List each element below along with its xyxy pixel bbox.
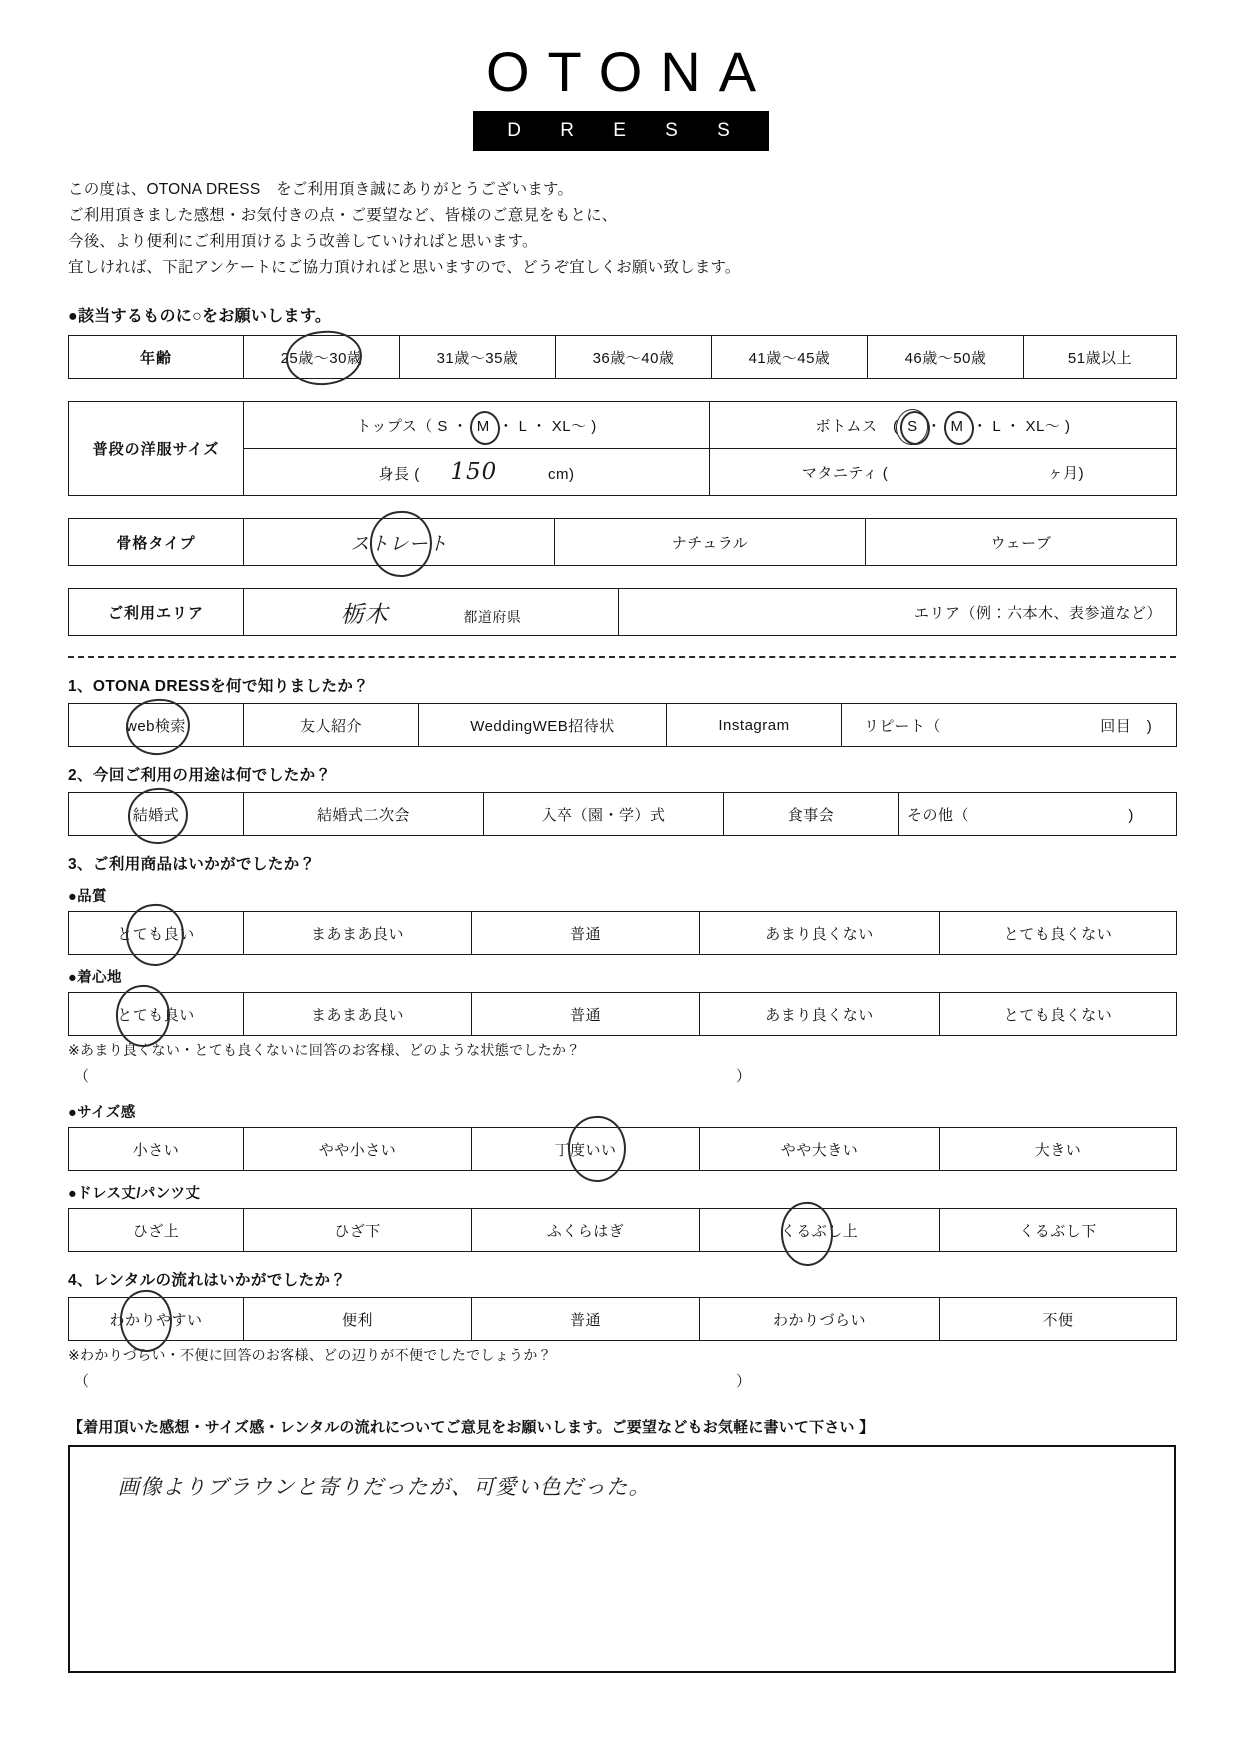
- q3-length-label: ●ドレス丈/パンツ丈: [68, 1186, 201, 1202]
- age-option-0[interactable]: [244, 336, 400, 379]
- q3-quality-option-0[interactable]: [69, 912, 244, 955]
- q3-comfort-option-4[interactable]: とても良くない: [940, 993, 1177, 1036]
- body-type-option-2[interactable]: ウェーブ: [866, 519, 1177, 566]
- q2-heading: 2、今回ご利用の用途は何でしたか？: [68, 767, 332, 784]
- q3-quality-label: ●品質: [68, 889, 107, 905]
- table-row: [69, 336, 1177, 379]
- q3-quality-option-2[interactable]: 普通: [472, 912, 700, 955]
- bottoms-size-cell[interactable]: [710, 402, 1177, 449]
- paren-close: ）: [736, 1068, 752, 1085]
- bottoms-suffix: ・ L ・ XL〜 ): [972, 417, 1071, 435]
- tops-size-cell[interactable]: [244, 402, 710, 449]
- q1-option-0[interactable]: [69, 704, 244, 747]
- bottoms-selected-size-2: M: [947, 417, 968, 436]
- body-type-option-label: ストレート: [350, 532, 448, 555]
- table-row: [69, 519, 1177, 566]
- intro-line-3: 今後、より便利にご利用頂けるよう改善していければと思います。: [68, 233, 538, 250]
- q3-size-feel-option-3[interactable]: やや大きい: [700, 1128, 940, 1171]
- q4-option-1[interactable]: 便利: [244, 1298, 472, 1341]
- q3-size-feel-label: ●サイズ感: [68, 1105, 136, 1121]
- q3-comfort-option-1[interactable]: まあまあ良い: [244, 993, 472, 1036]
- instruction-lead: ●該当するものに○をお願いします。: [68, 308, 332, 325]
- paren-open: （: [74, 1373, 90, 1390]
- q4-option-3[interactable]: わかりづらい: [700, 1298, 940, 1341]
- q3-quality-option-1[interactable]: まあまあ良い: [244, 912, 472, 955]
- table-row: [69, 993, 1177, 1036]
- q3-length-option-4[interactable]: くるぶし下: [940, 1209, 1177, 1252]
- paren-open: （: [74, 1068, 90, 1085]
- q3-comfort-answer-line[interactable]: [68, 1065, 1176, 1085]
- q1-option-1[interactable]: 友人紹介: [244, 704, 419, 747]
- area-table: [68, 588, 1177, 636]
- q1-repeat-label: リピート（: [864, 717, 941, 735]
- q2-option-label: 結婚式: [132, 806, 180, 824]
- q1-option-3[interactable]: Instagram: [667, 704, 842, 747]
- area-label: ご利用エリア: [69, 589, 244, 636]
- age-option-5[interactable]: 51歳以上: [1024, 336, 1177, 379]
- q2-other-label: その他（: [907, 806, 970, 824]
- maternity-cell[interactable]: [710, 449, 1177, 496]
- tops-prefix: トップス（ S ・: [356, 417, 469, 435]
- q3-comfort-option-2[interactable]: 普通: [472, 993, 700, 1036]
- height-cell[interactable]: [244, 449, 710, 496]
- q3-length-option-1[interactable]: ひざ下: [244, 1209, 472, 1252]
- paren-close: ）: [736, 1373, 752, 1390]
- maternity-label: マタニティ (: [801, 464, 889, 482]
- height-label: 身長 (: [378, 466, 420, 483]
- body-type-option-0[interactable]: [244, 519, 555, 566]
- body-type-option-1[interactable]: ナチュラル: [555, 519, 866, 566]
- age-option-2[interactable]: 36歳〜40歳: [556, 336, 712, 379]
- q2-option-0[interactable]: [69, 793, 244, 836]
- intro-line-4: 宜しければ、下記アンケートにご協力頂ければと思いますので、どうぞ宜しくお願い致します。: [68, 259, 741, 276]
- table-row: [69, 1209, 1177, 1252]
- final-comment-box[interactable]: [68, 1445, 1176, 1673]
- q3-quality-table: [68, 911, 1177, 955]
- q3-size-feel-option-4[interactable]: 大きい: [940, 1128, 1177, 1171]
- q3-quality-option-3[interactable]: あまり良くない: [700, 912, 940, 955]
- q3-length-option-2[interactable]: ふくらはぎ: [472, 1209, 700, 1252]
- final-comment-text: 画像よりブラウンと寄りだったが、可愛い色だった。: [118, 1475, 651, 1499]
- q3-comfort-option-0[interactable]: [69, 993, 244, 1036]
- q4-option-4[interactable]: 不便: [940, 1298, 1177, 1341]
- q4-option-label: わかりやすい: [109, 1311, 203, 1329]
- q4-option-2[interactable]: 普通: [472, 1298, 700, 1341]
- age-label: 年齢: [69, 336, 244, 379]
- q3-comfort-label: ●着心地: [68, 970, 122, 986]
- q1-repeat-suffix: 回目 ): [1100, 717, 1153, 735]
- q1-heading: 1、OTONA DRESSを何で知りましたか？: [68, 678, 370, 695]
- area-placeholder: エリア（例：六本木、表参道など）: [913, 604, 1162, 622]
- q2-option-4[interactable]: [899, 793, 1177, 836]
- q3-quality-option-4[interactable]: とても良くない: [940, 912, 1177, 955]
- body-type-label: 骨格タイプ: [69, 519, 244, 566]
- q4-heading: 4、レンタルの流れはいかがでしたか？: [68, 1272, 347, 1289]
- bottoms-selected-size-1: S: [903, 417, 922, 436]
- table-row: [69, 793, 1177, 836]
- age-option-3[interactable]: 41歳〜45歳: [712, 336, 868, 379]
- table-row: [69, 1298, 1177, 1341]
- q3-size-feel-table: [68, 1127, 1177, 1171]
- q1-option-4[interactable]: [842, 704, 1177, 747]
- q3-comfort-option-label: とても良い: [117, 1006, 195, 1024]
- prefecture-suffix: 都道府県: [463, 608, 522, 625]
- brand-subtitle: D R E S S: [473, 111, 769, 151]
- section-divider: [68, 656, 1176, 658]
- q1-option-label: web検索: [125, 717, 187, 735]
- q4-note: ※わかりづらい・不便に回答のお客様、どの辺りが不便でしたでしょうか？: [68, 1347, 552, 1363]
- q2-other-suffix: ): [1128, 806, 1134, 824]
- maternity-unit: ヶ月): [1047, 464, 1085, 482]
- q3-size-feel-option-label: 丁度いい: [554, 1141, 617, 1159]
- table-row: [69, 912, 1177, 955]
- q3-length-table: [68, 1208, 1177, 1252]
- q2-table: [68, 792, 1177, 836]
- height-unit: cm): [547, 466, 575, 483]
- q3-heading: 3、ご利用商品はいかがでしたか？: [68, 856, 316, 873]
- q1-option-2[interactable]: WeddingWEB招待状: [419, 704, 667, 747]
- q3-length-option-3[interactable]: [700, 1209, 940, 1252]
- q3-length-option-label: くるぶし上: [780, 1222, 859, 1240]
- age-option-4[interactable]: 46歳〜50歳: [868, 336, 1024, 379]
- q3-quality-option-label: とても良い: [117, 925, 195, 943]
- q2-option-1[interactable]: 結婚式二次会: [244, 793, 484, 836]
- bottoms-prefix: ボトムス (: [815, 417, 899, 435]
- q3-length-option-0[interactable]: ひざ上: [69, 1209, 244, 1252]
- table-row: [69, 704, 1177, 747]
- height-value: 150: [450, 459, 498, 485]
- table-row: [69, 589, 1177, 636]
- q3-size-feel-option-1[interactable]: やや小さい: [244, 1128, 472, 1171]
- clothing-size-table: [68, 401, 1177, 496]
- q3-comfort-table: [68, 992, 1177, 1036]
- q3-comfort-note: ※あまり良くない・とても良くないに回答のお客様、どのような状態でしたか？: [68, 1042, 581, 1058]
- prefecture-cell[interactable]: [244, 589, 619, 636]
- q3-comfort-option-3[interactable]: あまり良くない: [700, 993, 940, 1036]
- brand-name: OTONA: [485, 40, 775, 103]
- final-comment-heading: 【着用頂いた感想・サイズ感・レンタルの流れについてご意見をお願いします。ご要望などもお気軽に書いて下さい 】: [68, 1419, 875, 1436]
- tops-selected-size: M: [473, 417, 494, 436]
- q2-option-2[interactable]: 入卒（園・学）式: [484, 793, 724, 836]
- q3-size-feel-option-2[interactable]: [472, 1128, 700, 1171]
- q1-table: [68, 703, 1177, 747]
- tops-suffix: ・ L ・ XL〜 ): [498, 417, 597, 435]
- clothing-size-label: 普段の洋服サイズ: [69, 402, 244, 496]
- intro-line-2: ご利用頂きました感想・お気付きの点・ご要望など、皆様のご意見をもとに、: [68, 207, 618, 224]
- age-option-label: 25歳〜30歳: [280, 349, 363, 367]
- prefecture-value: 栃木: [340, 601, 389, 628]
- body-type-table: [68, 518, 1177, 566]
- q4-table: [68, 1297, 1177, 1341]
- intro-paragraph: [68, 177, 1242, 281]
- table-row: [69, 1128, 1177, 1171]
- q3-size-feel-option-0[interactable]: 小さい: [69, 1128, 244, 1171]
- q2-option-3[interactable]: 食事会: [724, 793, 899, 836]
- age-option-1[interactable]: 31歳〜35歳: [400, 336, 556, 379]
- brand-logo: [0, 0, 1242, 151]
- q4-answer-line[interactable]: [68, 1370, 1176, 1390]
- area-detail-cell[interactable]: [619, 589, 1177, 636]
- q4-option-0[interactable]: [69, 1298, 244, 1341]
- bottoms-separator: ・: [926, 417, 942, 435]
- intro-line-1: この度は、OTONA DRESS をご利用頂き誠にありがとうございます。: [68, 181, 574, 198]
- age-table: [68, 335, 1177, 379]
- table-row: [69, 402, 1177, 449]
